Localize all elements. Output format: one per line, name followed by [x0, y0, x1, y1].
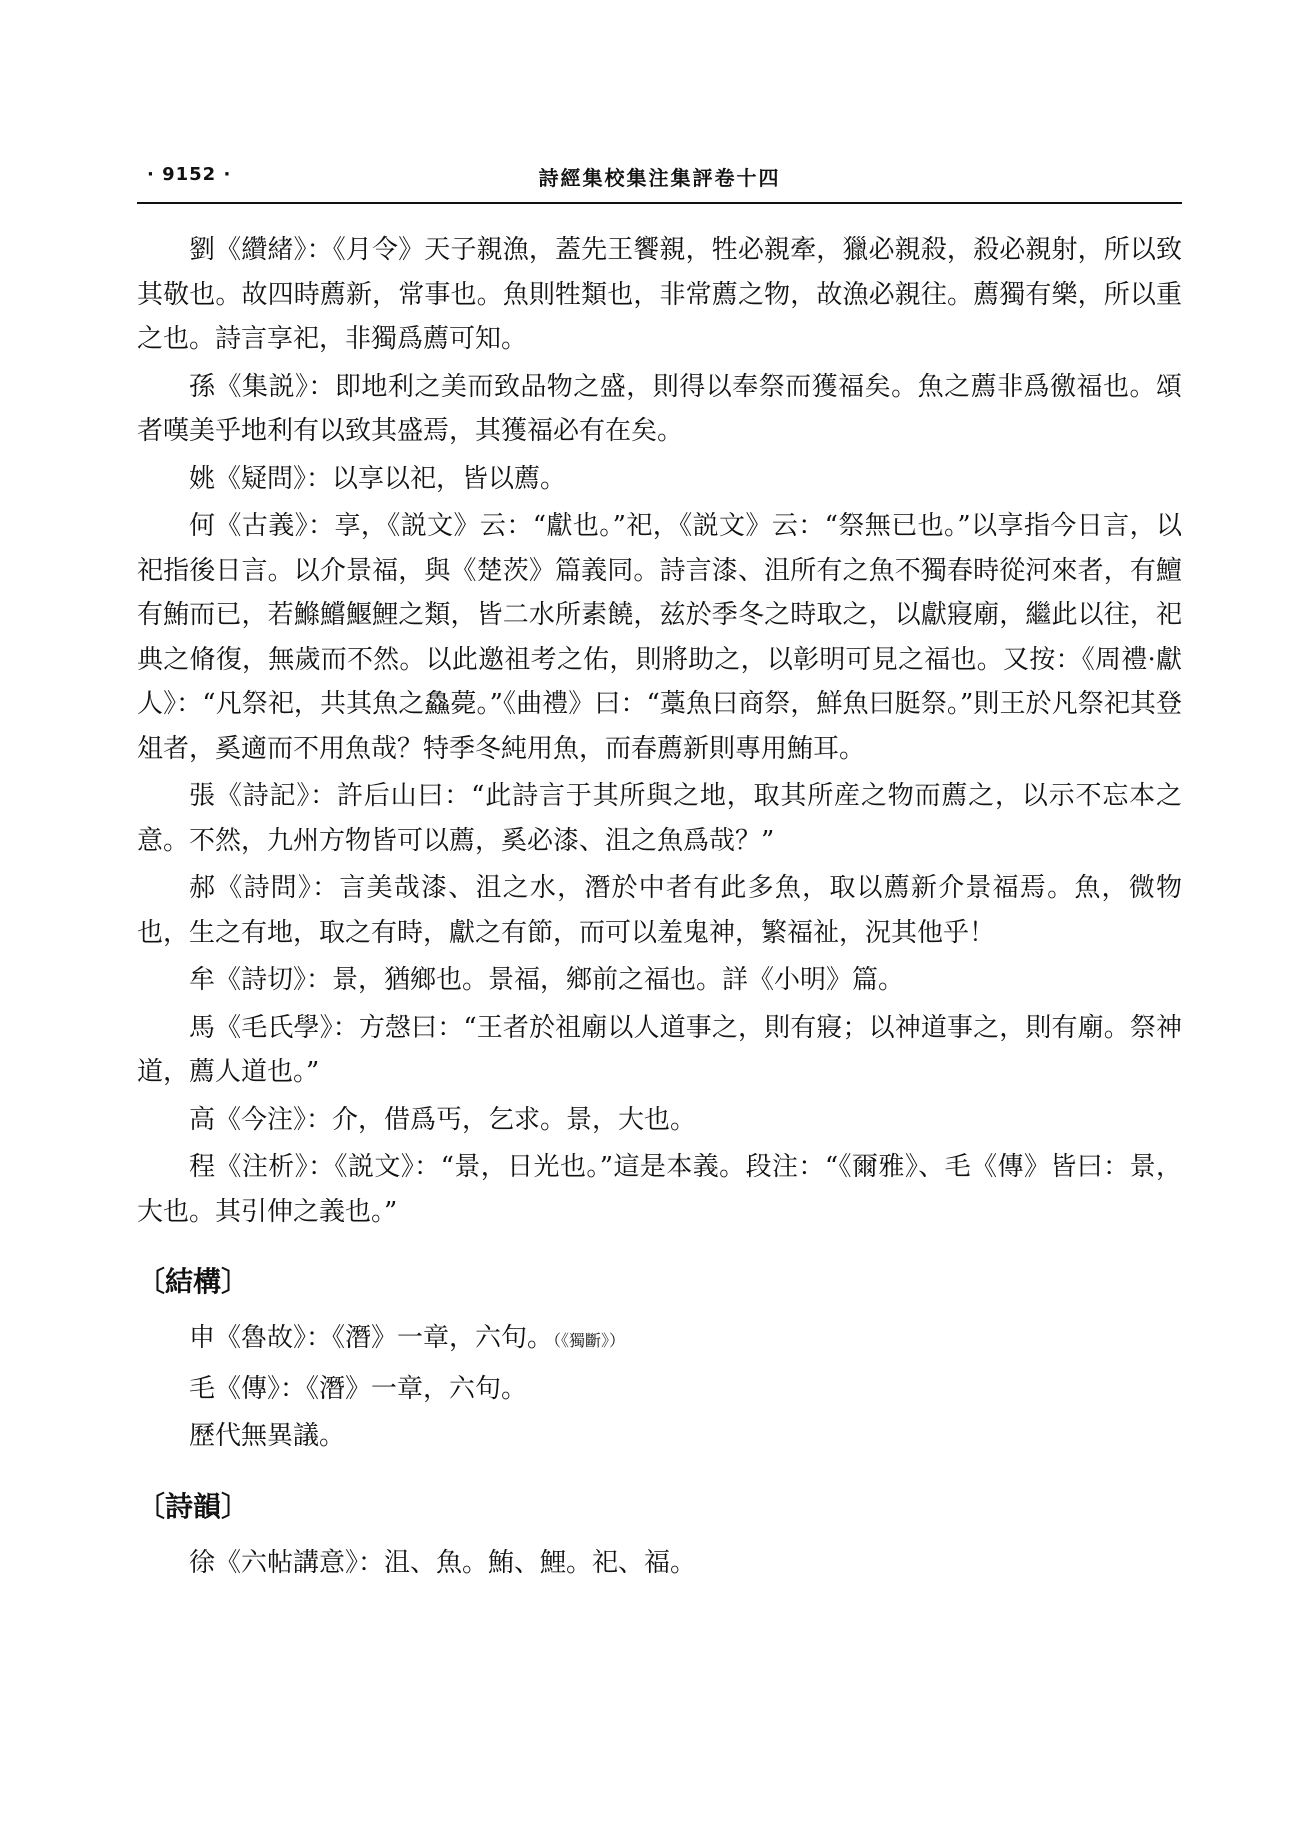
commentary-hao: 郝《詩問》：言美哉漆、沮之水，潛於中者有此多魚，取以薦新介景福焉。魚，微物也，生之有地，取之有時，獻之有節，而可以羞鬼神，繁福祉，況其他乎！ — [137, 873, 1182, 948]
page-header — [137, 158, 1182, 196]
commentary-liu: 劉《纘緒》：《月令》天子親漁，蓋先王饗親，牲必親牽，獵必親殺，殺必親射，所以致其敬也。故四時薦新，常事也。魚則牲類也，非常薦之物，故漁必親往。薦獨有樂，所以重之也。詩言享祀，非獨爲薦可知。 — [137, 235, 1182, 354]
section-heading-structure: 〔結構〕 — [137, 1265, 250, 1298]
commentary-zhang: 張《詩記》：許后山曰：“此詩言于其所與之地，取其所産之物而薦之，以示不忘本之意。不然，九州方物皆可以薦，奚必漆、沮之魚爲哉？” — [137, 781, 1182, 856]
structure-mao: 毛《傳》：《潛》一章，六句。 — [189, 1373, 528, 1404]
commentary-he: 何《古義》：享，《説文》云：“獻也。”祀，《説文》云：“祭無已也。”以享指今日言，以祀指後日言。以介景福，與《楚茨》篇義同。詩言漆、沮所有之魚不獨春時從河來者，有鱣有鮪而已，若鰷鱨鰋鯉之類，皆二水所素饒，兹於季冬之時取之，以獻寢廟，繼此以往，祀典之脩復，無歲而不然。以此邀祖考之佑，則將助之，以彰明可見之福也。又按：《周禮·獻人》：“凡祭祀，共其魚之鱻薨。”《曲禮》曰：“藁魚曰商祭，鮮魚曰脡祭。”則王於凡祭祀其登俎者，奚適而不用魚哉？特季冬純用魚，而春薦新則專用鮪耳。 — [137, 511, 1182, 764]
structure-shen-note: （《獨斷》） — [553, 1331, 626, 1350]
structure-shen — [137, 1316, 1182, 1364]
page-body — [137, 228, 1182, 1588]
commentary-yao: 姚《疑問》：以享以祀，皆以薦。 — [189, 463, 567, 494]
structure-shen-text: 申《魯故》：《潛》一章，六句。 — [189, 1323, 554, 1353]
commentary-ma: 馬《毛氏學》：方愨曰：“王者於祖廟以人道事之，則有寢；以神道事之，則有廟。祭神道，薦人道也。” — [137, 1012, 1182, 1087]
header-rule — [137, 202, 1182, 204]
commentary-gao: 高《今注》：介，借爲丐，乞求。景，大也。 — [189, 1104, 697, 1135]
page-number: · 9152 · — [147, 164, 232, 185]
commentary-sun: 孫《集説》：即地利之美而致品物之盛，則得以奉祭而獲福矣。魚之薦非爲徼福也。頌者嘆美乎地利有以致其盛焉，其獲福必有在矣。 — [137, 371, 1182, 446]
commentary-cheng: 程《注析》：《説文》：“景，日光也。”這是本義。段注：“《爾雅》、毛《傳》皆曰：景，大也。其引伸之義也。” — [137, 1152, 1182, 1227]
running-title: 詩經集校集注集評卷十四 — [538, 166, 781, 190]
commentary-mou: 牟《詩切》：景，猶鄉也。景福，鄉前之福也。詳《小明》篇。 — [189, 965, 905, 995]
rhyme-xu: 徐《六帖講意》：沮、魚。鮪、鯉。祀、福。 — [189, 1547, 697, 1578]
structure-consensus: 歷代無異議。 — [189, 1421, 346, 1451]
section-heading-rhyme: 〔詩韻〕 — [137, 1489, 250, 1523]
